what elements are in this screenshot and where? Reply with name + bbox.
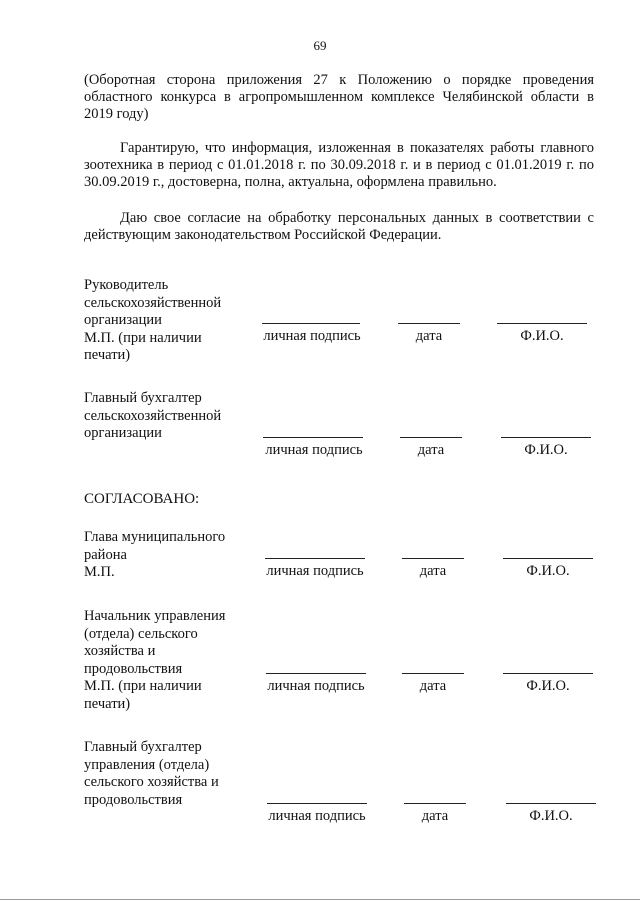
date-caption: дата (421, 808, 449, 824)
name-caption: Ф.И.О. (520, 328, 564, 344)
name-line (501, 437, 591, 438)
name-line (506, 803, 596, 804)
signature-caption: личная подпись (263, 328, 361, 344)
signer-label-head-of-organization: Руководитель сельскохозяйственной организации М.П. (при наличии печати) (84, 277, 222, 363)
signature-line (267, 803, 367, 804)
signature-line (262, 323, 360, 324)
page-bottom-edge (0, 899, 640, 900)
date-line (400, 437, 462, 438)
agreed-heading: СОГЛАСОВАНО: (84, 491, 200, 507)
signer-label-agriculture-department-head: Начальник управления (отдела) сельского хозяйства и продовольствия М.П. (при наличии печати) (84, 608, 226, 712)
date-caption: дата (417, 442, 445, 458)
name-caption: Ф.И.О. (526, 563, 570, 579)
signer-label-department-chief-accountant: Главный бухгалтер управления (отдела) сельского хозяйства и продовольствия (84, 739, 219, 808)
name-line (503, 673, 593, 674)
date-caption: дата (415, 328, 443, 344)
guarantee-paragraph: Гарантирую, что информация, изложенная в показателях работы главного зоотехника в период с 01.01.2018 г. по 30.09.2018 г. и в период с 01.01.2019 г. по 30.09.2019 г., достоверна, полна, актуальна, оформлена правильно. (84, 140, 594, 190)
name-line (503, 558, 593, 559)
signature-line (265, 558, 365, 559)
date-caption: дата (419, 678, 447, 694)
header-note: (Оборотная сторона приложения 27 к Положению о порядке проведения областного конкурса в агропромышленном комплексе Челябинской области в 2019 году) (84, 72, 594, 122)
name-caption: Ф.И.О. (529, 808, 573, 824)
date-line (402, 673, 464, 674)
signature-line (266, 673, 366, 674)
name-caption: Ф.И.О. (526, 678, 570, 694)
signature-caption: личная подпись (265, 442, 363, 458)
consent-paragraph: Даю свое согласие на обработку персональных данных в соответствии с действующим законодательством Российской Федерации. (84, 210, 594, 243)
name-line (497, 323, 587, 324)
name-caption: Ф.И.О. (524, 442, 568, 458)
signature-line (263, 437, 363, 438)
signature-caption: личная подпись (266, 563, 364, 579)
signature-caption: личная подпись (268, 808, 366, 824)
date-line (398, 323, 460, 324)
signer-label-district-head: Глава муниципального района М.П. (84, 529, 226, 580)
signature-caption: личная подпись (267, 678, 365, 694)
date-line (404, 803, 466, 804)
page-number: 69 (313, 38, 327, 53)
date-caption: дата (419, 563, 447, 579)
date-line (402, 558, 464, 559)
signer-label-chief-accountant: Главный бухгалтер сельскохозяйственной организации (84, 390, 222, 441)
